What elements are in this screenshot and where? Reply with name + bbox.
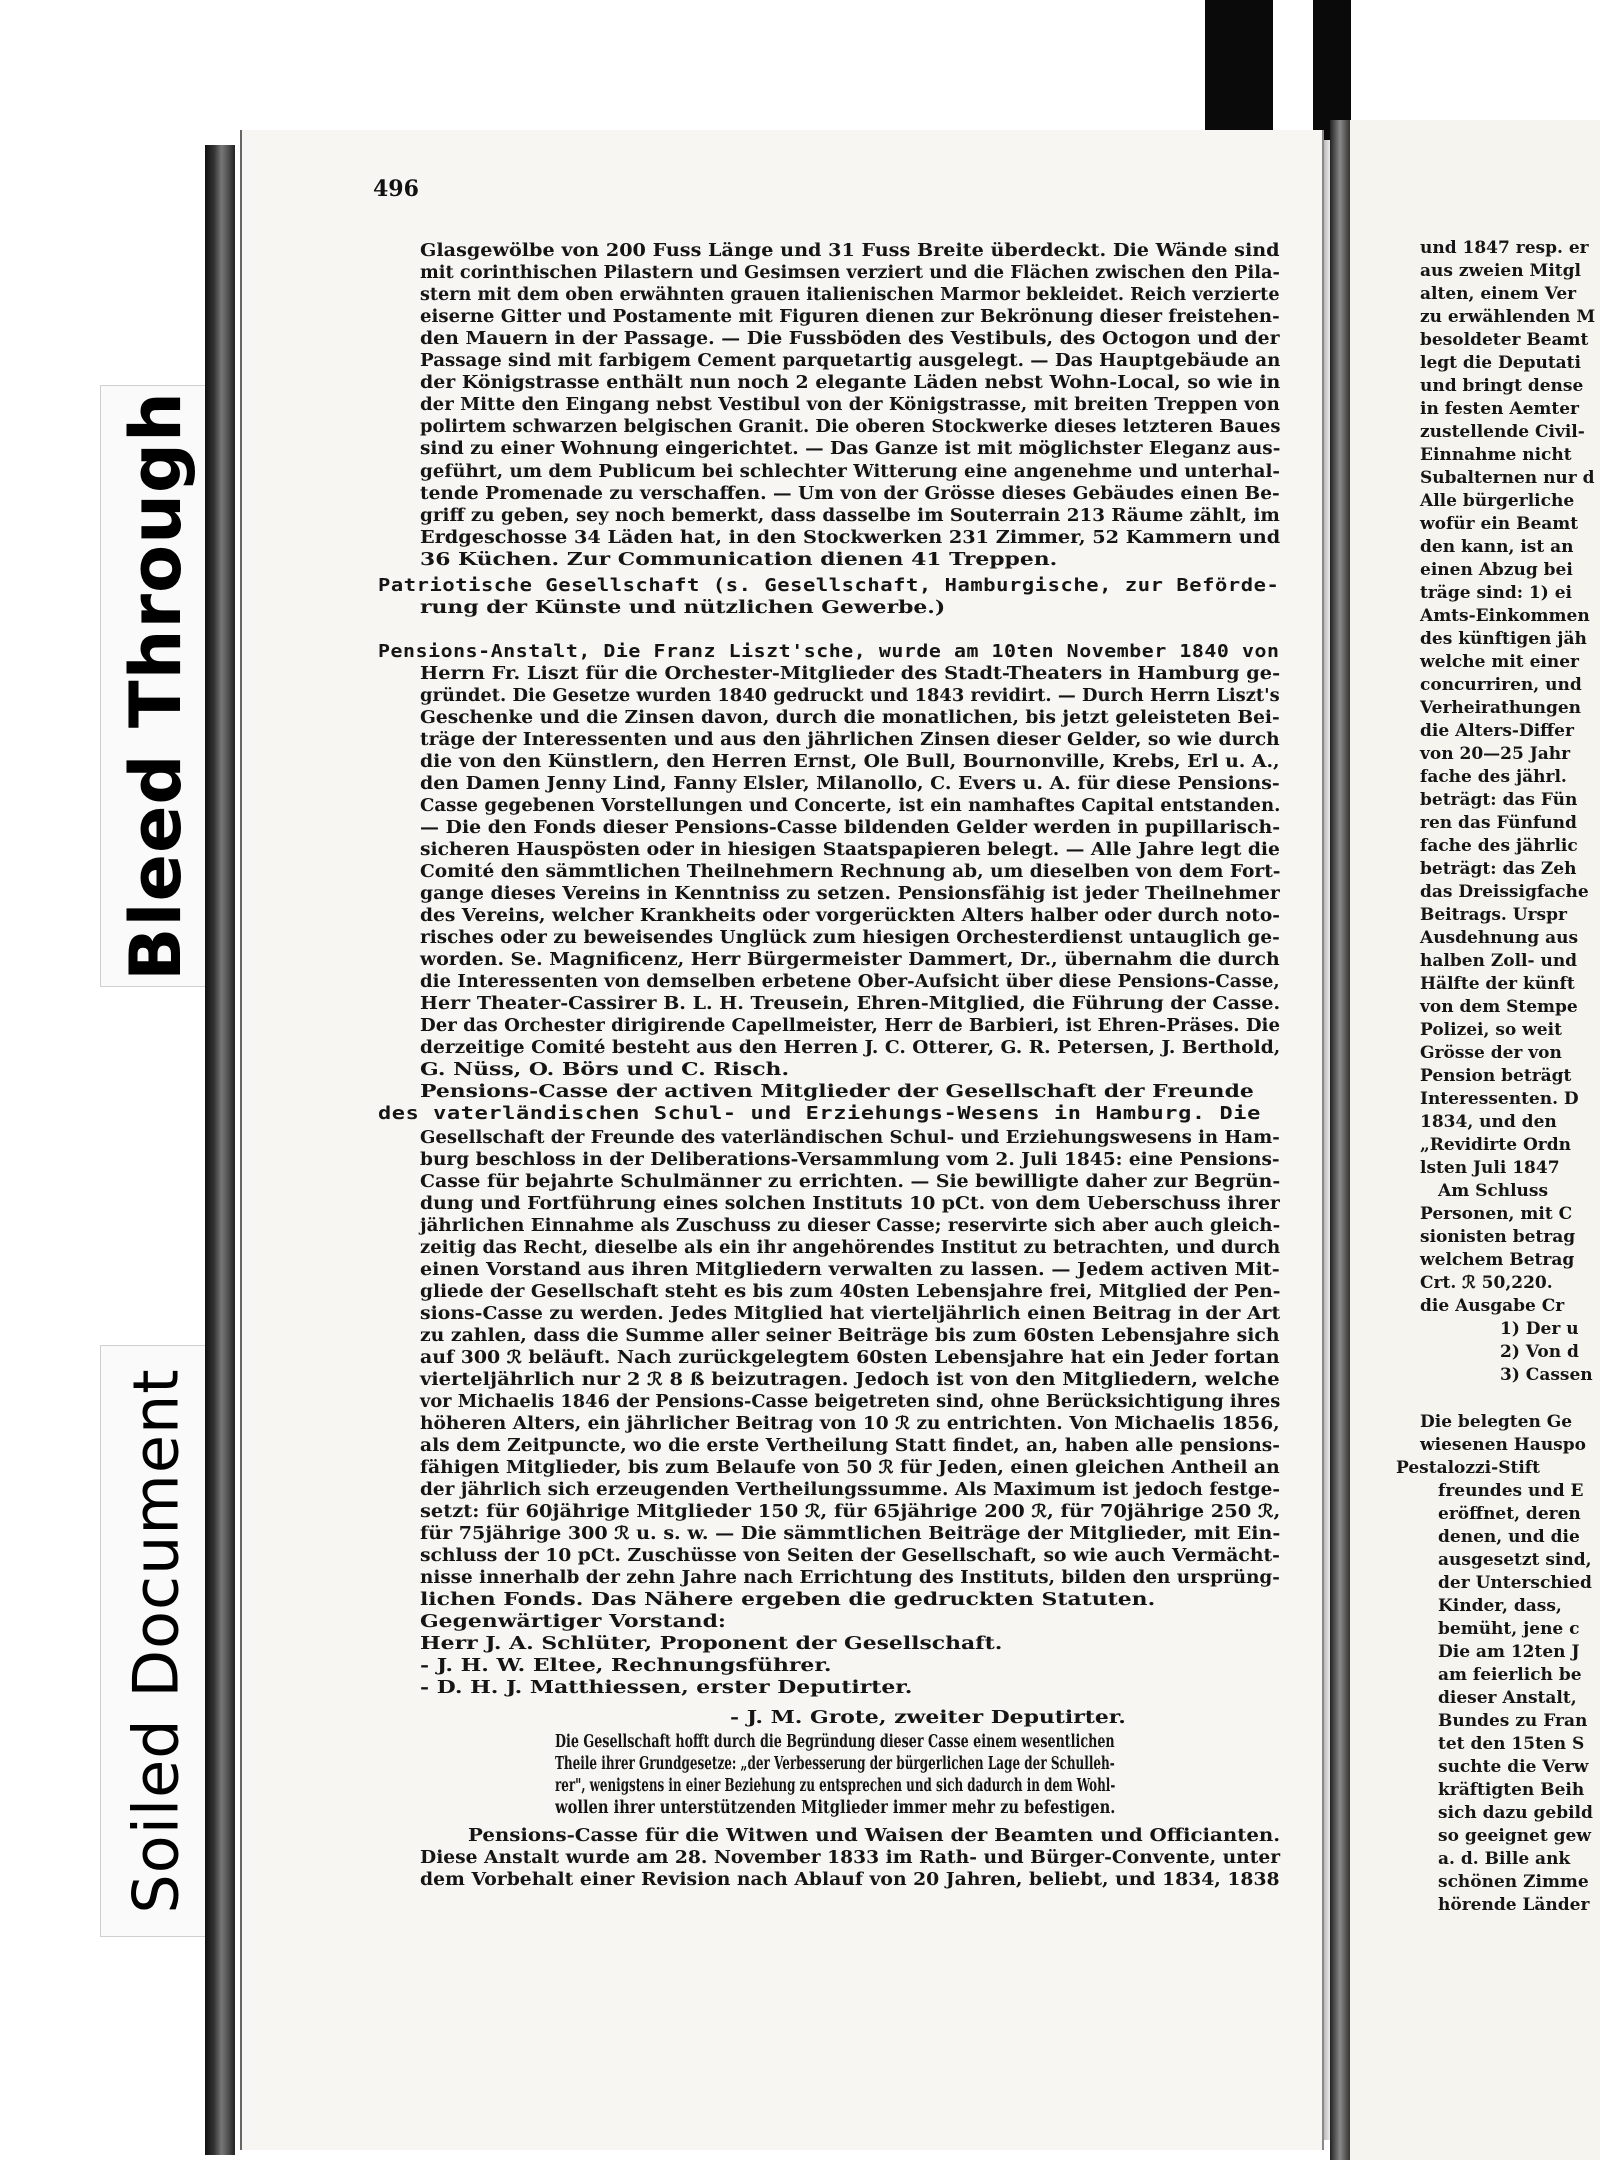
text-line: einen Vorstand aus ihren Mitgliedern verwalten zu lassen. — Jedem activen Mit- xyxy=(420,1260,1280,1280)
facing-page-line: des künftigen jäh xyxy=(1420,629,1587,649)
facing-page-line: von 20—25 Jahr xyxy=(1420,744,1571,764)
text-line: der Mitte den Eingang nebst Vestibul von der Königstrasse, mit breiten Treppen von xyxy=(420,395,1280,415)
text-line: risches oder zu beweisendes Unglück zum hiesigen Orchesterdienst untauglich ge- xyxy=(420,928,1280,948)
text-line: vierteljährlich nur 2 ℛ 8 ß beizutragen. Jedoch ist von den Mitgliedern, welche xyxy=(420,1370,1280,1390)
text-line: Pensions-Casse für die Witwen und Waisen der Beamten und Officianten. xyxy=(468,1826,1281,1846)
text-line: Geschenke und die Zinsen davon, durch die monatlichen, bis jetzt geleisteten Bei- xyxy=(420,708,1280,728)
text-line: Theile ihrer Grundgesetze: „der Verbesserung der bürgerlichen Lage der Schulleh- xyxy=(555,1754,1115,1774)
text-line: Der das Orchester dirigirende Capellmeister, Herr de Barbieri, ist Ehren-Präses. Die xyxy=(420,1016,1280,1036)
facing-page-line: Pestalozzi-Stift xyxy=(1396,1458,1540,1478)
facing-page-line: in festen Aemter xyxy=(1420,399,1580,419)
facing-page-line: am feierlich be xyxy=(1438,1665,1582,1685)
text-line: Gegenwärtiger Vorstand: xyxy=(420,1612,726,1632)
facing-page-line: Alle bürgerliche xyxy=(1420,491,1575,511)
text-line: gründet. Die Gesetze wurden 1840 gedruckt und 1843 revidirt. — Durch Herrn Liszt's xyxy=(420,686,1280,706)
text-line: der Königstrasse enthält nun noch 2 elegante Läden nebst Wohn-Local, so wie in xyxy=(420,373,1281,393)
facing-page-line: hörende Länder xyxy=(1438,1895,1590,1915)
text-line: gange dieses Vereins in Kenntniss zu setzen. Pensionsfähig ist jeder Theilnehmer xyxy=(420,884,1280,904)
text-line: stern mit dem oben erwähnten grauen italienischen Marmor bekleidet. Reich verzierte xyxy=(420,285,1280,305)
facing-page-line: Die am 12ten J xyxy=(1438,1642,1580,1662)
text-line: - J. M. Grote, zweiter Deputirter. xyxy=(730,1708,1126,1728)
text-line: auf 300 ℛ beläuft. Nach zurückgelegtem 60sten Lebensjahre hat ein Jeder fortan xyxy=(420,1348,1280,1368)
text-line: derzeitige Comité besteht aus den Herren J. C. Otterer, G. R. Petersen, J. Berthold, xyxy=(420,1038,1281,1058)
text-line: setzt: für 60jährige Mitglieder 150 ℛ, für 65jährige 200 ℛ, für 70jährige 250 ℛ, xyxy=(420,1502,1281,1522)
text-line: die Interessenten von demselben erbetene Ober-Aufsicht über diese Pensions-Casse, xyxy=(420,972,1280,992)
facing-page-line: concurriren, und xyxy=(1420,675,1582,695)
text-line: Comité den sämmtlichen Theilnehmern Rechnung ab, um dieselben von dem Fort- xyxy=(420,862,1281,882)
text-line: tende Promenade zu verschaffen. — Um von der Grösse dieses Gebäudes einen Be- xyxy=(420,484,1280,504)
facing-page-line: welchem Betrag xyxy=(1420,1250,1575,1270)
text-line: geführt, um dem Publicum bei schlechter Witterung eine angenehme und unterhal- xyxy=(420,462,1280,482)
facing-page-line: Bundes zu Fran xyxy=(1438,1711,1588,1731)
facing-page-line: 1) Der u xyxy=(1500,1319,1579,1339)
text-line: rung der Künste und nützlichen Gewerbe.) xyxy=(420,598,946,618)
text-line: Passage sind mit farbigem Cement parquetartig ausgelegt. — Das Hauptgebäude an xyxy=(420,351,1281,371)
facing-page-line: Die belegten Ge xyxy=(1420,1412,1573,1432)
facing-page-line: zu erwählenden M xyxy=(1420,307,1596,327)
text-line: lichen Fonds. Das Nähere ergeben die gedruckten Statuten. xyxy=(420,1590,1156,1610)
facing-page-line: Am Schluss xyxy=(1438,1181,1549,1201)
text-line: dung und Fortführung eines solchen Instituts 10 pCt. von dem Ueberschuss ihrer xyxy=(420,1194,1280,1214)
facing-page-line: legt die Deputati xyxy=(1420,353,1581,373)
text-line: träge der Interessenten und aus den jährlichen Zinsen dieser Gelder, so wie durch xyxy=(420,730,1280,750)
facing-page-line: so geeignet gew xyxy=(1438,1826,1591,1846)
facing-page-line: eröffnet, deren xyxy=(1438,1504,1581,1524)
facing-page-line: tet den 15ten S xyxy=(1438,1734,1585,1754)
facing-page-line: welche mit einer xyxy=(1420,652,1579,672)
text-line: Erdgeschosse 34 Läden hat, in den Stockwerken 231 Zimmer, 52 Kammern und xyxy=(420,528,1281,548)
facing-page-line: einen Abzug bei xyxy=(1420,560,1573,580)
text-line: als dem Zeitpuncte, wo die erste Vertheilung Statt findet, an, haben alle pensions- xyxy=(420,1436,1280,1456)
text-line: - J. H. W. Eltee, Rechnungsführer. xyxy=(420,1656,832,1676)
facing-page-line: bemüht, jene c xyxy=(1438,1619,1580,1639)
text-line: den Damen Jenny Lind, Fanny Elsler, Milanollo, C. Evers u. A. für diese Pensions- xyxy=(420,774,1280,794)
facing-page-line: Pension beträgt xyxy=(1420,1066,1572,1086)
text-line: Diese Anstalt wurde am 28. November 1833 im Rath- und Bürger-Convente, unter xyxy=(420,1848,1281,1868)
text-line: mit corinthischen Pilastern und Gesimsen verziert und die Flächen zwischen den Pila- xyxy=(420,263,1280,283)
facing-page-line: Hälfte der künft xyxy=(1420,974,1575,994)
text-line: Pensions-Casse der activen Mitglieder der Gesellschaft der Freunde xyxy=(420,1082,1254,1102)
facing-page-line: Crt. ℛ 50,220. xyxy=(1420,1273,1553,1293)
text-line: dem Vorbehalt einer Revision nach Ablauf von 20 Jahren, beliebt, und 1834, 1838 xyxy=(420,1870,1280,1890)
soiled-document-label-text: Soiled Document xyxy=(119,1368,193,1914)
bleed-through-label xyxy=(100,385,212,987)
text-line: jährlichen Einnahme als Zuschuss zu dieser Casse; reservirte sich aber auch gleich- xyxy=(420,1216,1281,1236)
facing-page-line: 3) Cassen xyxy=(1500,1365,1593,1385)
facing-page-line: ren das Fünfund xyxy=(1420,813,1577,833)
facing-page-line: die Alters-Differ xyxy=(1420,721,1574,741)
entry-heading-line: des vaterländischen Schul- und Erziehungs-Wesens in Hamburg. Die xyxy=(378,1104,1261,1124)
text-line: schluss der 10 pCt. Zuschüsse von Seiten der Gesellschaft, so wie auch Vermächt- xyxy=(420,1546,1280,1566)
scan-edge-dark xyxy=(1205,0,1273,150)
text-line: polirtem schwarzen belgischen Granit. Die oberen Stockwerke dieses letzteren Baues xyxy=(420,417,1281,437)
facing-page-line: fache des jährl. xyxy=(1420,767,1567,787)
facing-page-line: Amts-Einkommen xyxy=(1420,606,1590,626)
scan-edge-dark xyxy=(1313,0,1351,140)
text-line: die von den Künstlern, den Herren Ernst, Ole Bull, Bournonville, Krebs, Erl u. A., xyxy=(420,752,1280,772)
text-line: wollen ihrer unterstützenden Mitglieder immer mehr zu befestigen. xyxy=(555,1798,1116,1818)
text-line: höheren Alters, ein jährlicher Beitrag von 10 ℛ zu entrichten. Von Michaelis 1856, xyxy=(420,1414,1280,1434)
facing-page-line: ausgesetzt sind, xyxy=(1438,1550,1592,1570)
facing-page-line: a. d. Bille ank xyxy=(1438,1849,1571,1869)
text-line: den Mauern in der Passage. — Die Fussböden des Vestibuls, des Octogon und der xyxy=(420,329,1280,349)
facing-page-line: „Revidirte Ordn xyxy=(1420,1135,1571,1155)
text-line: griff zu geben, sey noch bemerkt, dass dasselbe im Souterrain 213 Räume zählt, im xyxy=(420,506,1280,526)
text-line: vor Michaelis 1846 der Pensions-Casse beigetreten sind, ohne Berücksichtigung ihres xyxy=(420,1392,1281,1412)
facing-page-line: Grösse der von xyxy=(1420,1043,1562,1063)
facing-page-line: der Unterschied xyxy=(1438,1573,1592,1593)
facing-page-line: Subalternen nur d xyxy=(1420,468,1595,488)
text-line: eiserne Gitter und Postamente mit Figuren dienen zur Bekrönung dieser freistehen- xyxy=(420,307,1280,327)
entry-heading-line: Pensions-Anstalt, Die Franz Liszt'sche, wurde am 10ten November 1840 von xyxy=(378,642,1280,662)
page-number: 496 xyxy=(373,176,419,202)
text-line: für 75jährige 300 ℛ u. s. w. — Die sämmtlichen Beiträge der Mitglieder, mit Ein- xyxy=(420,1524,1281,1544)
text-line: Herr J. A. Schlüter, Proponent der Gesellschaft. xyxy=(420,1634,1003,1654)
text-line: sions-Casse zu werden. Jedes Mitglied hat vierteljährlich einen Beitrag in der Art xyxy=(420,1304,1281,1324)
facing-page-line: kräftigten Beih xyxy=(1438,1780,1585,1800)
facing-page-line: denen, und die xyxy=(1438,1527,1580,1547)
facing-page-line: und 1847 resp. er xyxy=(1420,238,1589,258)
facing-page-line: 2) Von d xyxy=(1500,1342,1579,1362)
text-line: G. Nüss, O. Börs und C. Risch. xyxy=(420,1060,790,1080)
facing-page-line: sich dazu gebild xyxy=(1438,1803,1593,1823)
text-line: Casse für bejahrte Schulmänner zu errichten. — Sie bewilligte daher zur Begrün- xyxy=(420,1172,1281,1192)
facing-page-line: träge sind: 1) ei xyxy=(1420,583,1572,603)
facing-page-line: die Ausgabe Cr xyxy=(1420,1296,1565,1316)
text-line: — Die den Fonds dieser Pensions-Casse bildenden Gelder werden in pupillarisch- xyxy=(420,818,1281,838)
facing-page-line: Personen, mit C xyxy=(1420,1204,1573,1224)
bleed-through-label-text: Bleed Through xyxy=(115,391,197,981)
text-line: Glasgewölbe von 200 Fuss Länge und 31 Fuss Breite überdeckt. Die Wände sind xyxy=(420,241,1280,261)
soiled-document-label xyxy=(100,1345,212,1937)
facing-page-line: schönen Zimme xyxy=(1438,1872,1589,1892)
facing-page-line: beträgt: das Fün xyxy=(1420,790,1578,810)
facing-page-line: wofür ein Beamt xyxy=(1420,514,1579,534)
facing-page-line: Ausdehnung aus xyxy=(1420,928,1579,948)
text-line: fähigen Mitglieder, bis zum Belaufe von 50 ℛ für Jeden, einen gleichen Antheil an xyxy=(420,1458,1280,1478)
facing-page-line: Polizei, so weit xyxy=(1420,1020,1562,1040)
facing-page-line: zustellende Civil- xyxy=(1420,422,1585,442)
text-line: sind zu einer Wohnung eingerichtet. — Das Ganze ist mit möglichster Eleganz aus- xyxy=(420,439,1281,459)
facing-page-line: suchte die Verw xyxy=(1438,1757,1589,1777)
facing-page-line: aus zweien Mitgl xyxy=(1420,261,1581,281)
facing-page-line: Einnahme nicht xyxy=(1420,445,1572,465)
text-line: der jährlich sich erzeugenden Vertheilungssumme. Als Maximum ist jedoch festge- xyxy=(420,1480,1281,1500)
text-line: zu zahlen, dass die Summe aller seiner Beiträge bis zum 60sten Lebensjahre sich xyxy=(420,1326,1280,1346)
text-line: gliede der Gesellschaft steht es bis zum 40sten Lebensjahre frei, Mitglied der Pen- xyxy=(420,1282,1281,1302)
facing-page-line: beträgt: das Zeh xyxy=(1420,859,1577,879)
facing-page-line: lsten Juli 1847 xyxy=(1420,1158,1560,1178)
facing-page-line: Verheirathungen xyxy=(1420,698,1582,718)
facing-page-line: Interessenten. D xyxy=(1420,1089,1579,1109)
text-line: Die Gesellschaft hofft durch die Begründung dieser Casse einem wesentlichen xyxy=(555,1732,1115,1752)
text-line: Herrn Fr. Liszt für die Orchester-Mitglieder des Stadt-Theaters in Hamburg ge- xyxy=(420,664,1281,684)
text-line: Herr Theater-Cassirer B. L. H. Treusein, Ehren-Mitglied, die Führung der Casse. xyxy=(420,994,1281,1014)
text-line: Casse gegebenen Vorstellungen und Concerte, ist ein namhaftes Capital entstanden. xyxy=(420,796,1281,816)
book-page-edges xyxy=(205,145,235,2155)
text-line: nisse innerhalb der zehn Jahre nach Errichtung des Instituts, bilden den ursprüng- xyxy=(420,1568,1280,1588)
text-line: sicheren Hauspösten oder in hiesigen Staatspapieren belegt. — Alle Jahre legt die xyxy=(420,840,1280,860)
book-gutter xyxy=(1330,120,1350,2160)
facing-page-line: das Dreissigfache xyxy=(1420,882,1589,902)
facing-page-line: Beitrags. Urspr xyxy=(1420,905,1567,925)
facing-page-line: und bringt dense xyxy=(1420,376,1584,396)
facing-page-line: fache des jährlic xyxy=(1420,836,1578,856)
text-line: burg beschloss in der Deliberations-Versammlung vom 2. Juli 1845: eine Pensions- xyxy=(420,1150,1280,1170)
facing-page-line: den kann, ist an xyxy=(1420,537,1574,557)
facing-page-line: freundes und E xyxy=(1438,1481,1584,1501)
text-line: 36 Küchen. Zur Communication dienen 41 Treppen. xyxy=(420,550,1058,570)
text-line: worden. Se. Magnificenz, Herr Bürgermeister Dammert, Dr., übernahm die durch xyxy=(420,950,1280,970)
text-line: zeitig das Recht, dieselbe als ein ihr angehörendes Institut zu betrachten, und durch xyxy=(420,1238,1281,1258)
facing-page-line: 1834, und den xyxy=(1420,1112,1557,1132)
text-line: des Vereins, welcher Krankheits oder vorgerückten Alters halber oder durch noto- xyxy=(420,906,1280,926)
facing-page-line: wiesenen Hauspo xyxy=(1420,1435,1586,1455)
facing-page-line: alten, einem Ver xyxy=(1420,284,1577,304)
facing-page-line: Kinder, dass, xyxy=(1438,1596,1562,1616)
facing-page-line: sionisten betrag xyxy=(1420,1227,1576,1247)
entry-heading-line: Patriotische Gesellschaft (s. Gesellschaft, Hamburgische, zur Beförde- xyxy=(378,576,1280,596)
facing-page-line: dieser Anstalt, xyxy=(1438,1688,1577,1708)
text-line: rer", wenigstens in einer Beziehung zu entsprechen und sich dadurch in dem Wohl- xyxy=(555,1776,1116,1796)
text-line: Gesellschaft der Freunde des vaterländischen Schul- und Erziehungswesens in Ham- xyxy=(420,1128,1280,1148)
facing-page-line: von dem Stempe xyxy=(1420,997,1578,1017)
text-line: - D. H. J. Matthiessen, erster Deputirter. xyxy=(420,1678,913,1698)
facing-page-line: halben Zoll- und xyxy=(1420,951,1578,971)
facing-page-line: besoldeter Beamt xyxy=(1420,330,1589,350)
